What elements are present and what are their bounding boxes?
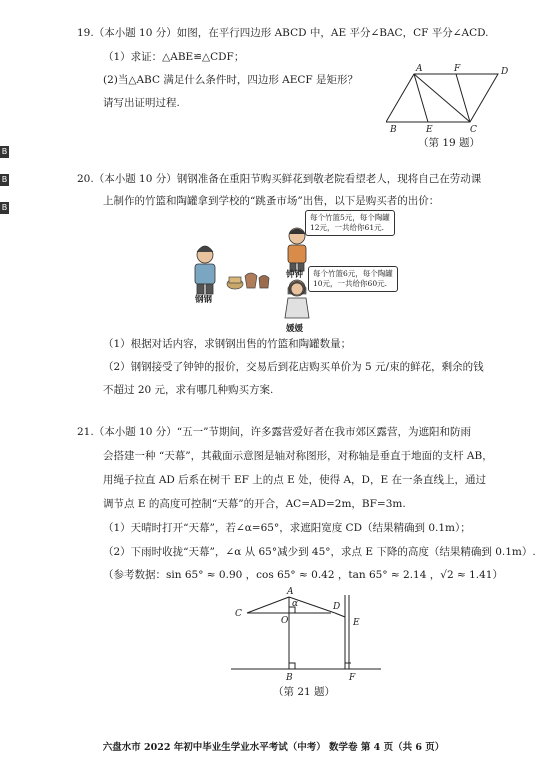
q19-label-C: C — [470, 125, 477, 135]
q21-label-F: F — [349, 673, 356, 683]
q20-bubble2-line1: 每个竹篮6元，每个陶罐 — [313, 269, 393, 278]
yuan-person-icon — [285, 280, 309, 318]
q20-name-zhong: 钟钟 — [286, 270, 304, 280]
q21-caption: （第 21 题） — [273, 686, 336, 698]
q21-label-B: B — [286, 673, 293, 683]
q21-label-E: E — [353, 618, 360, 628]
q19-part2: (2)当△ABC 满足什么条件时，四边形 AECF 是矩形？ — [103, 74, 359, 86]
q20-part1: （1）根据对话内容，求钢钢出售的竹篮和陶罐数量； — [103, 338, 352, 350]
q19-label-D: D — [501, 67, 509, 77]
q21-part2: （2）下雨时收拢“天幕”，∠α 从 65°减少到 45°，求点 E 下降的高度（结果精确到 0.1m）. — [103, 546, 536, 558]
q20-bubble1-line2: 12元，一共给你61元. — [310, 223, 384, 232]
q21-line3: 用绳子拉直 AD 后系在树干 EF 上的点 E 处，使得 A，D，E 在一条直线上，通过 — [103, 474, 486, 486]
q19-label-F: F — [454, 64, 461, 74]
q19-caption: （第 19 题） — [418, 137, 481, 149]
q19-label-A: A — [416, 64, 423, 74]
basket-pot-icon — [227, 273, 269, 289]
q21-line4: 调节点 E 的高度可控制“天幕”的开合，AC=AD=2m，BF=3m. — [103, 498, 406, 510]
q21-label-A: A — [287, 587, 294, 597]
q20-name-yuan: 媛媛 — [286, 324, 304, 334]
q20-part2a: （2）钢钢接受了钟钟的报价，交易后到花店购买单价为 5 元/束的鲜花，剩余的钱 — [103, 361, 484, 373]
q21-part1: （1）天晴时打开“天幕”，若∠α=65°，求遮阳宽度 CD（结果精确到 0.1m）； — [103, 522, 471, 534]
q20-bubble-zhong — [305, 210, 395, 236]
side-mark-1: B — [1, 147, 8, 156]
q20-name-gang: 钢钢 — [195, 295, 213, 305]
q21-label-O: O — [281, 616, 289, 626]
q19-label-B: B — [390, 125, 397, 135]
zhong-person-icon — [288, 228, 306, 271]
q20-bubble-yuan — [308, 266, 398, 292]
q21-part3: （参考数据：sin 65° ≈ 0.90 ，cos 65° ≈ 0.42 ，tan 65° ≈ 2.14 ，√2 ≈ 1.41） — [103, 569, 503, 581]
q21-label-C: C — [235, 609, 242, 619]
side-mark-2: B — [1, 175, 8, 184]
q20-line1: 20.（本小题 10 分）钢钢准备在重阳节购买鲜花到敬老院看望老人，现将自己在劳动课 — [77, 173, 482, 185]
q21-label-D: D — [333, 602, 341, 612]
gang-person-icon — [195, 246, 215, 294]
q21-line2: 会搭建一种 “天幕”，其截面示意图是轴对称图形，对称轴是垂直于地面的支杆 AB， — [103, 450, 493, 462]
q19-head: 19.（本小题 10 分）如图，在平行四边形 ABCD 中，AE 平分∠BAC，CF 平分∠ACD. — [77, 27, 489, 39]
q21-label-alpha: α — [292, 599, 299, 609]
q20-bubble1-line1: 每个竹篮5元，每个陶罐 — [310, 213, 390, 222]
q21-line1: 21.（本小题 10 分）“五一”节期间，许多露营爱好者在我市郊区露营，为遮阳和防雨 — [77, 426, 471, 438]
page-footer: 六盘水市 2022 年初中毕业生学业水平考试（中考） 数学卷 第 4 页（共 6 页） — [102, 742, 445, 753]
q21-figure — [225, 585, 385, 685]
q20-bubble2-line2: 10元，一共给你60元. — [313, 279, 387, 288]
q19-part3: 请写出证明过程. — [103, 97, 180, 109]
q20-line2: 上制作的竹篮和陶罐拿到学校的“跳蚤市场”出售，以下是购买者的出价： — [103, 195, 440, 207]
side-mark-3: B — [1, 203, 8, 212]
q19-part1: （1）求证：△ABE≌△CDF； — [103, 51, 245, 63]
q19-label-E: E — [426, 125, 433, 135]
q20-part2b: 不超过 20 元，求有哪几种购买方案. — [103, 384, 274, 396]
q19-figure — [386, 62, 526, 137]
